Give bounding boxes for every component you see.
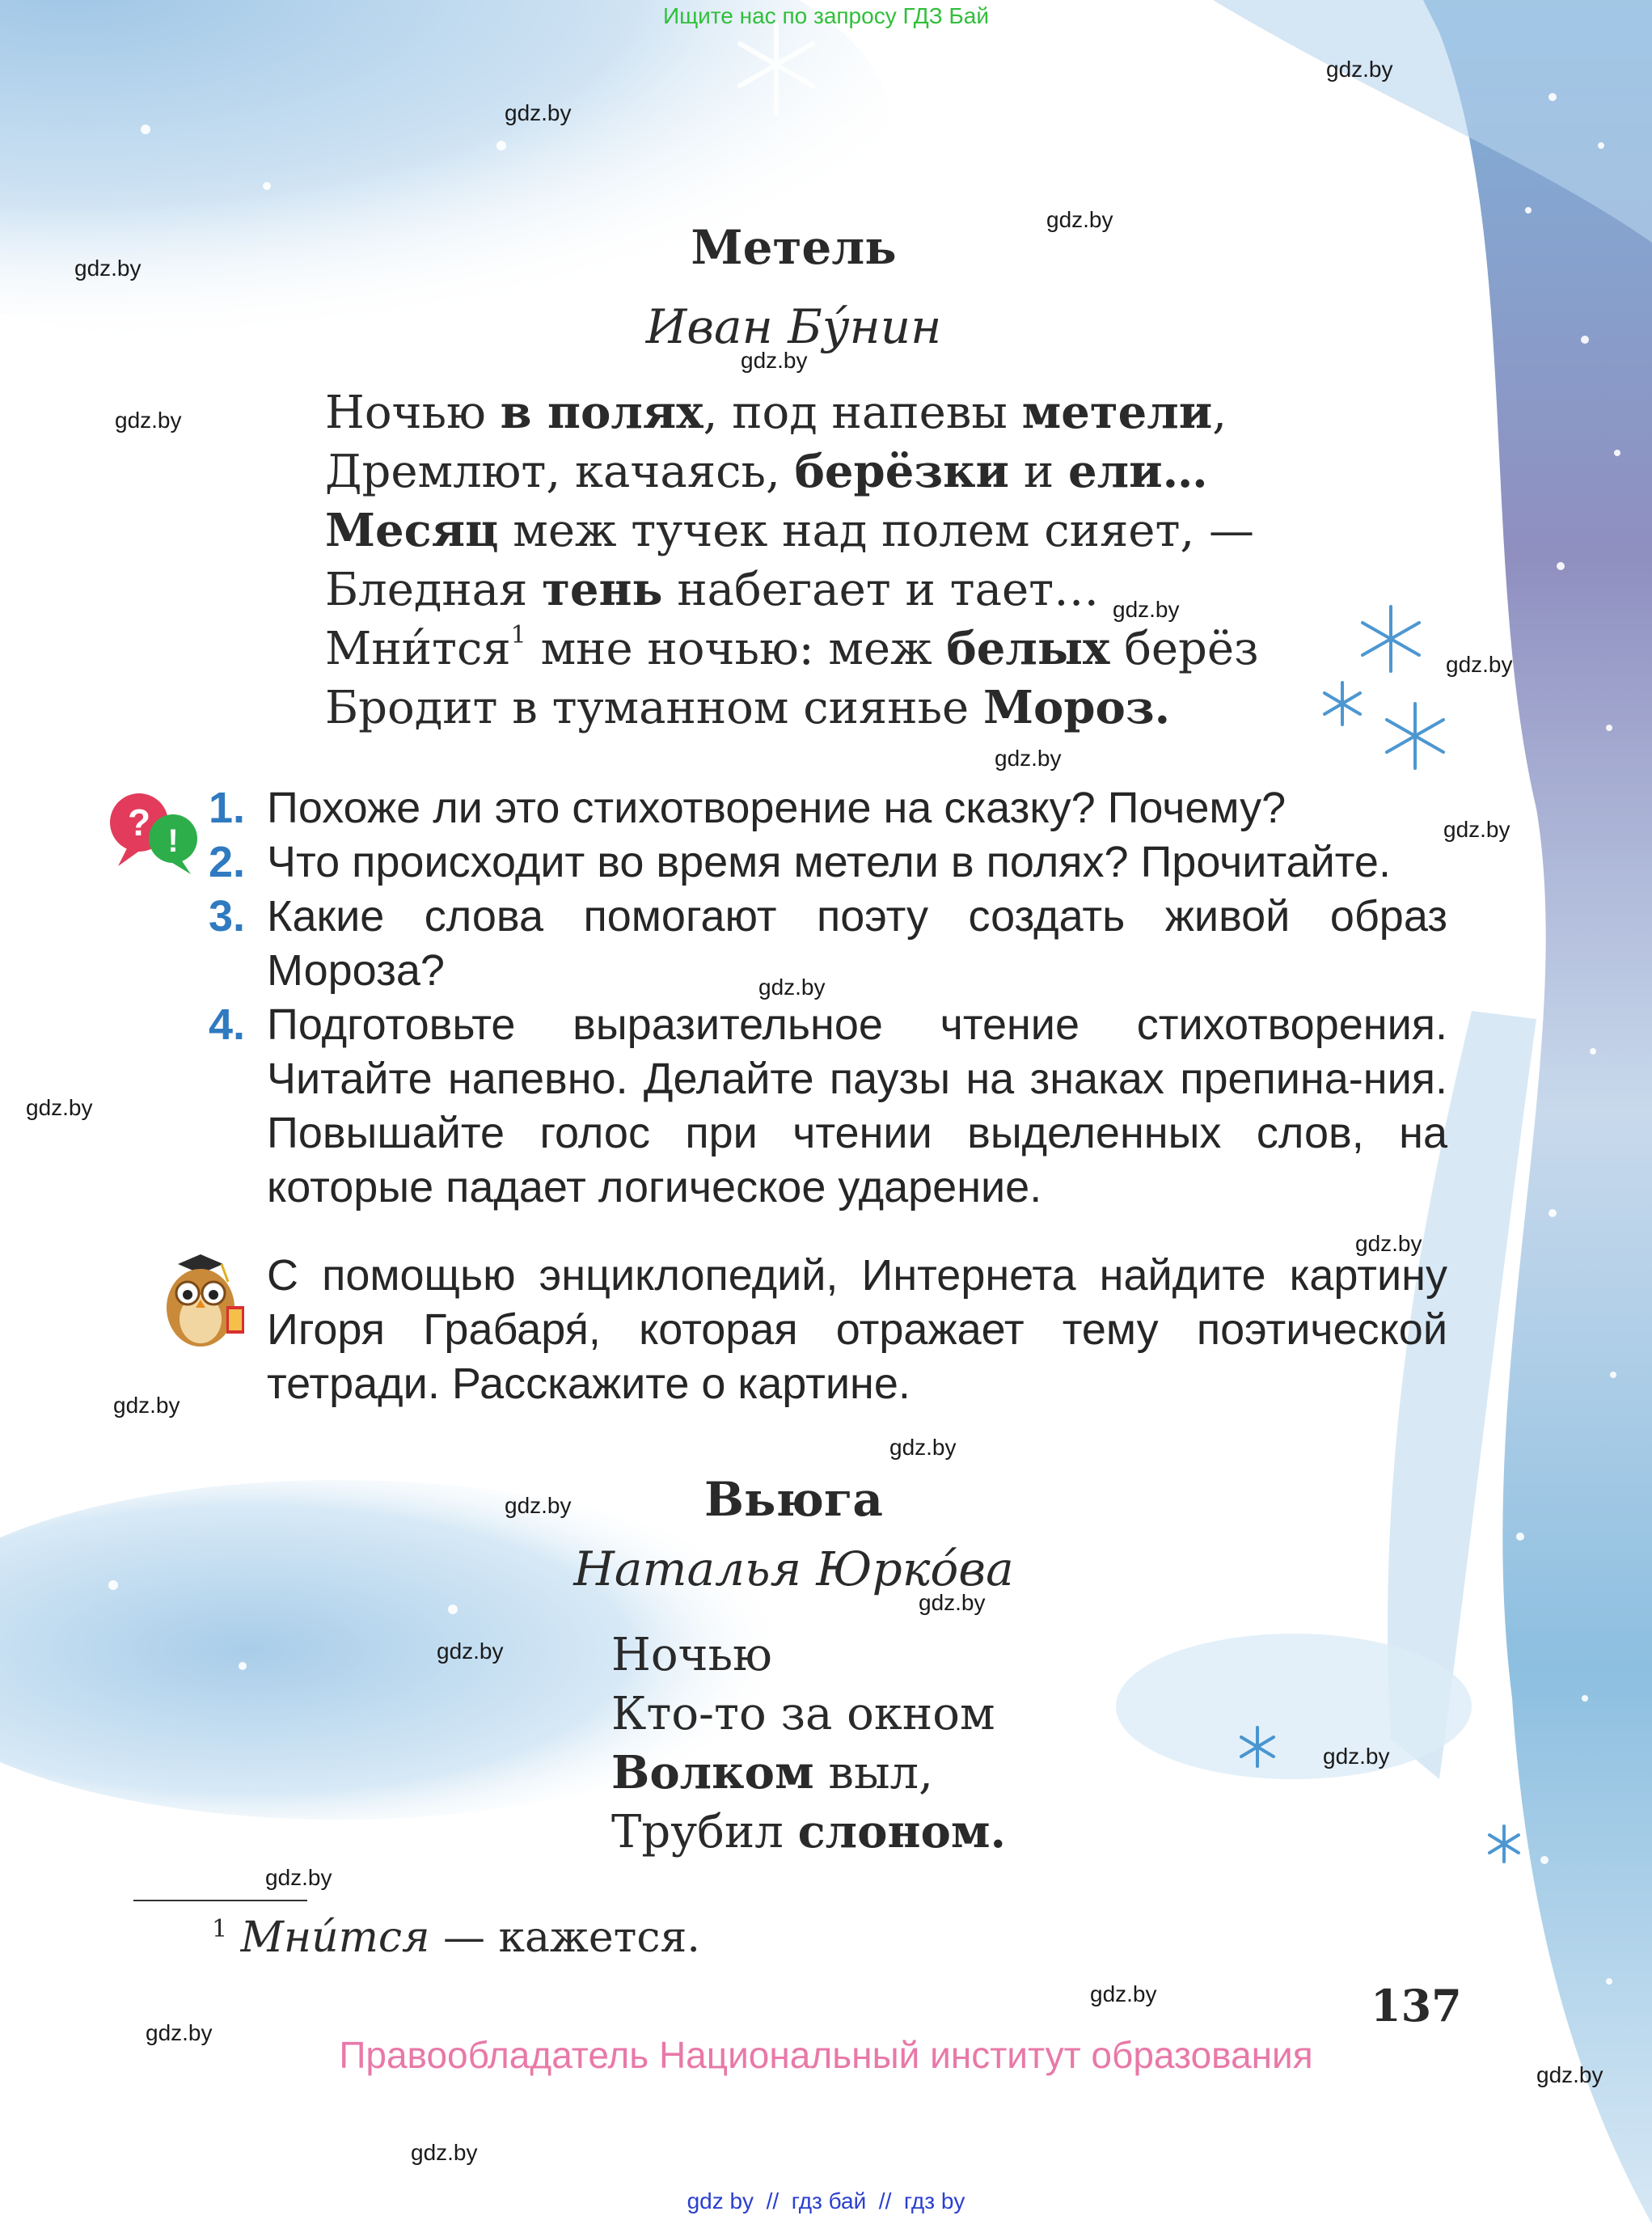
watermark: gdz.by (1326, 57, 1393, 82)
poem2-line (611, 1744, 1006, 1803)
poem1-line (325, 501, 1259, 560)
footnote (212, 1913, 700, 1962)
watermark: gdz.by (741, 348, 808, 373)
bold-word: Волком (611, 1746, 814, 1799)
question-icon (104, 789, 201, 877)
page-number: 137 (1371, 1980, 1462, 2032)
bold-word: белых (946, 622, 1110, 675)
watermark: gdz.by (1446, 652, 1513, 677)
question-text: Похоже ли это стихотворение на сказку? Почему? (267, 784, 1287, 832)
poem-author-yurkova: Наталья Юрко́ва (573, 1541, 1014, 1596)
text-segment: мне ночью: меж (526, 623, 947, 675)
watermark: gdz.by (1323, 1744, 1390, 1769)
bold-word: ели… (1067, 445, 1208, 498)
text-segment: Бледная (325, 564, 543, 616)
watermark: gdz.by (411, 2140, 478, 2165)
footnote-ref: 1 (510, 621, 526, 649)
question-number: 4. (209, 1000, 246, 1049)
watermark: gdz.by (1090, 1981, 1157, 2006)
poem2-line (611, 1685, 1006, 1744)
watermark: gdz.by (1355, 1231, 1422, 1256)
question-item (209, 781, 1447, 835)
watermark: gdz.by (1536, 2062, 1603, 2087)
poem2-line (611, 1803, 1006, 1862)
text-segment: Ночью (325, 387, 501, 439)
bottom-links[interactable]: gdz by // гдз бай // гдз by (687, 2188, 965, 2213)
watermark: gdz.by (1113, 597, 1180, 622)
question-item (209, 998, 1447, 1215)
bold-word: метели (1021, 386, 1213, 439)
svg-text:!: ! (167, 823, 179, 859)
question-number: 3. (209, 892, 246, 941)
footnote-term: Мни́тся (240, 1913, 430, 1962)
bold-word: Мороз. (983, 681, 1171, 734)
question-text: Какие слова помогают поэту создать живой образ Мороза? (267, 892, 1447, 995)
text-segment: Мни (325, 623, 432, 675)
poem-metel-text (325, 383, 1259, 738)
text-segment: , под напевы (703, 387, 1022, 439)
author-part-a: Иван Бу (645, 299, 850, 354)
watermark: gdz.by (146, 2020, 213, 2045)
text-segment: Ночью (611, 1629, 772, 1681)
watermark: gdz.by (115, 408, 182, 433)
copyright-line: Правообладатель Национальный институт образования (339, 2034, 1313, 2076)
text-segment: берёз (1109, 623, 1259, 675)
text-segment: Дремлют, качаясь, (325, 446, 795, 498)
watermark: gdz.by (437, 1638, 504, 1664)
question-text: Подготовьте выразительное чтение стихотворения. Читайте напевно. Делайте паузы на знаках препина-ния. Повышайте голос при чтении выделенных слов, на которые падает логическое ударение. (267, 1000, 1447, 1211)
questions-list (209, 781, 1447, 1215)
watermark: gdz.by (919, 1590, 986, 1615)
watermark: gdz.by (265, 1865, 332, 1890)
svg-text:?: ? (127, 801, 151, 844)
poem2-line (611, 1626, 1006, 1685)
task-text: С помощью энциклопедий, Интернета найдите картину Игоря Грабаря́, которая отражает тему поэтической тетради. Расскажите о картине. (267, 1251, 1447, 1408)
watermark: gdz.by (995, 746, 1062, 771)
bold-word: тень (542, 563, 663, 616)
top-banner[interactable]: Ищите нас по запросу ГДЗ Бай (662, 3, 990, 28)
bold-word: Месяц (325, 504, 499, 557)
text-segment: Кто-то за окном (611, 1688, 995, 1740)
text-segment: набегает и тает… (662, 564, 1100, 616)
poem-title-vyuga: Вьюга (704, 1472, 883, 1527)
poem1-line (325, 442, 1259, 501)
watermark: gdz.by (889, 1435, 957, 1460)
question-item (209, 835, 1447, 890)
text-segment: Трубил (611, 1806, 798, 1858)
text-segment: тся (432, 623, 511, 675)
bold-word: слоном. (797, 1805, 1006, 1858)
text-segment: меж тучек над полем сияет, — (498, 505, 1255, 557)
bold-word: берёзки (794, 445, 1010, 498)
watermark: gdz.by (1046, 207, 1113, 232)
watermark: gdz.by (74, 256, 142, 281)
author-part-b: нин (849, 299, 942, 354)
watermark: gdz.by (1443, 817, 1510, 842)
text-segment: Бродит в туманном сиянье (325, 682, 983, 734)
text-segment: , (1212, 387, 1227, 439)
poem1-line (325, 679, 1259, 738)
watermark: gdz.by (758, 975, 826, 1000)
poem-vyuga-text (611, 1626, 1006, 1862)
watermark: gdz.by (505, 1493, 572, 1518)
poem1-line (325, 383, 1259, 442)
footnote-number: 1 (212, 1915, 228, 1943)
text-segment: выл, (813, 1747, 933, 1799)
question-number: 2. (209, 838, 246, 886)
footnote-definition: — кажется. (429, 1913, 700, 1962)
question-number: 1. (209, 784, 246, 832)
watermark: gdz.by (26, 1095, 93, 1120)
poem1-line (325, 619, 1259, 679)
watermark: gdz.by (113, 1393, 180, 1418)
question-text: Что происходит во время метели в полях? Прочитайте. (267, 838, 1391, 886)
text-segment: и (1009, 446, 1068, 498)
poem-title-metel: Метель (691, 220, 897, 275)
watermark: gdz.by (505, 100, 572, 125)
owl-icon (154, 1249, 251, 1355)
bold-word: в полях (500, 386, 703, 439)
poem-author-bunin (0, 299, 1587, 354)
question-item (209, 890, 1447, 998)
